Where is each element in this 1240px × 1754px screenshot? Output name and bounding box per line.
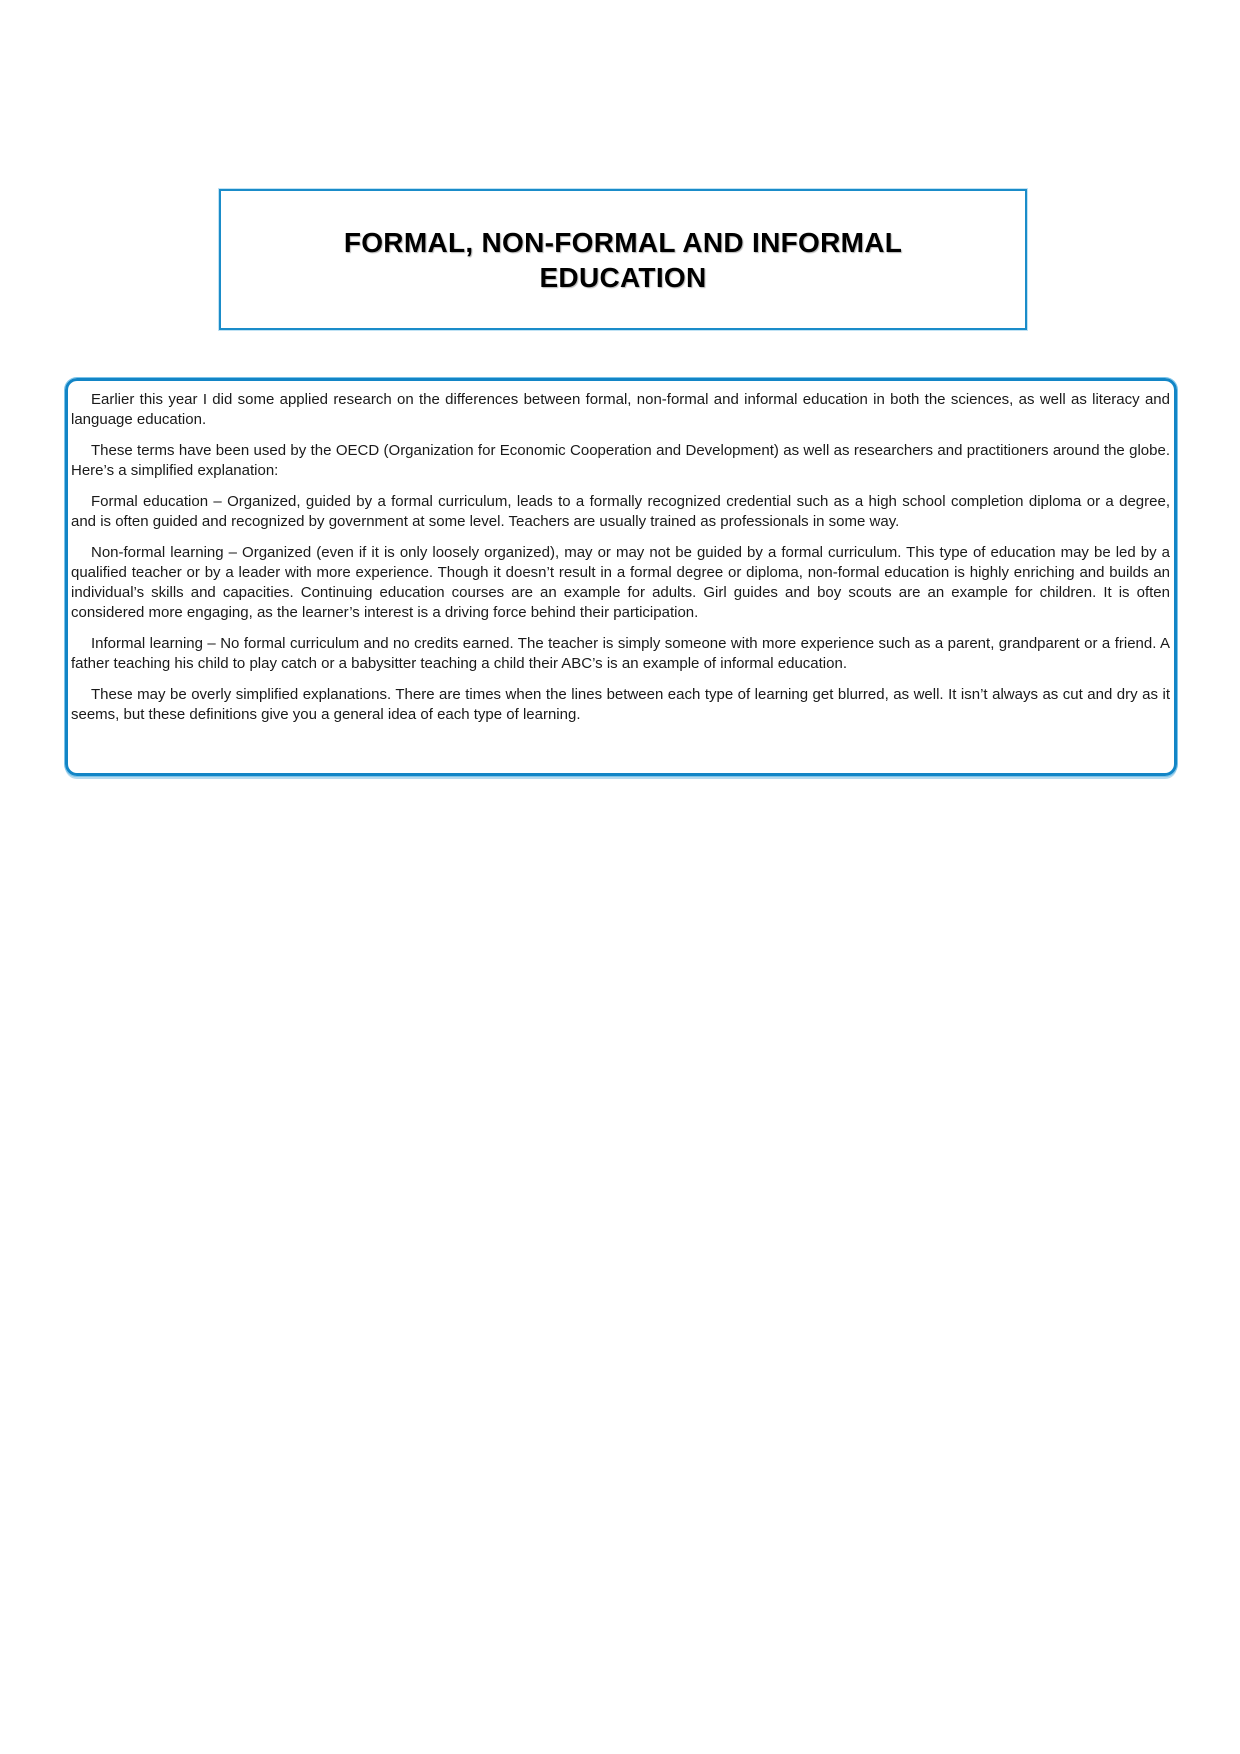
content-box bbox=[65, 378, 1177, 776]
page-title: FORMAL, NON-FORMAL AND INFORMAL EDUCATION bbox=[343, 226, 903, 293]
title-box bbox=[219, 189, 1027, 330]
paragraph-oecd-terms: These terms have been used by the OECD (Organization for Economic Cooperation and Development) as well as researchers and practitioners around the globe. Here’s a simplified explanation: bbox=[71, 442, 1170, 479]
paragraph-formal-education: Formal education – Organized, guided by a formal curriculum, leads to a formally recognized credential such as a high school completion diploma or a degree, and is often guided and recognized by government at some level. Teachers are usually trained as professionals in some way. bbox=[71, 493, 1170, 530]
paragraph-non-formal-learning: Non-formal learning – Organized (even if it is only loosely organized), may or may not be guided by a formal curriculum. This type of education may be led by a qualified teacher or by a leader with more experience. Though it doesn’t result in a formal degree or diploma, non-formal education is highly enriching and builds an individual’s skills and capacities. Continuing education courses are an example for adults. Girl guides and boy scouts are an example for children. It is often considered more engaging, as the learner’s interest is a driving force behind their participation. bbox=[71, 544, 1170, 621]
paragraph-conclusion: These may be overly simplified explanations. There are times when the lines between each type of learning get blurred, as well. It isn’t always as cut and dry as it seems, but these definitions give you a general idea of each type of learning. bbox=[71, 686, 1170, 723]
paragraph-intro: Earlier this year I did some applied research on the differences between formal, non-formal and informal education in both the sciences, as well as literacy and language education. bbox=[71, 391, 1170, 428]
paragraph-informal-learning: Informal learning – No formal curriculum and no credits earned. The teacher is simply someone with more experience such as a parent, grandparent or a friend. A father teaching his child to play catch or a babysitter teaching a child their ABC’s is an example of informal education. bbox=[71, 635, 1170, 672]
